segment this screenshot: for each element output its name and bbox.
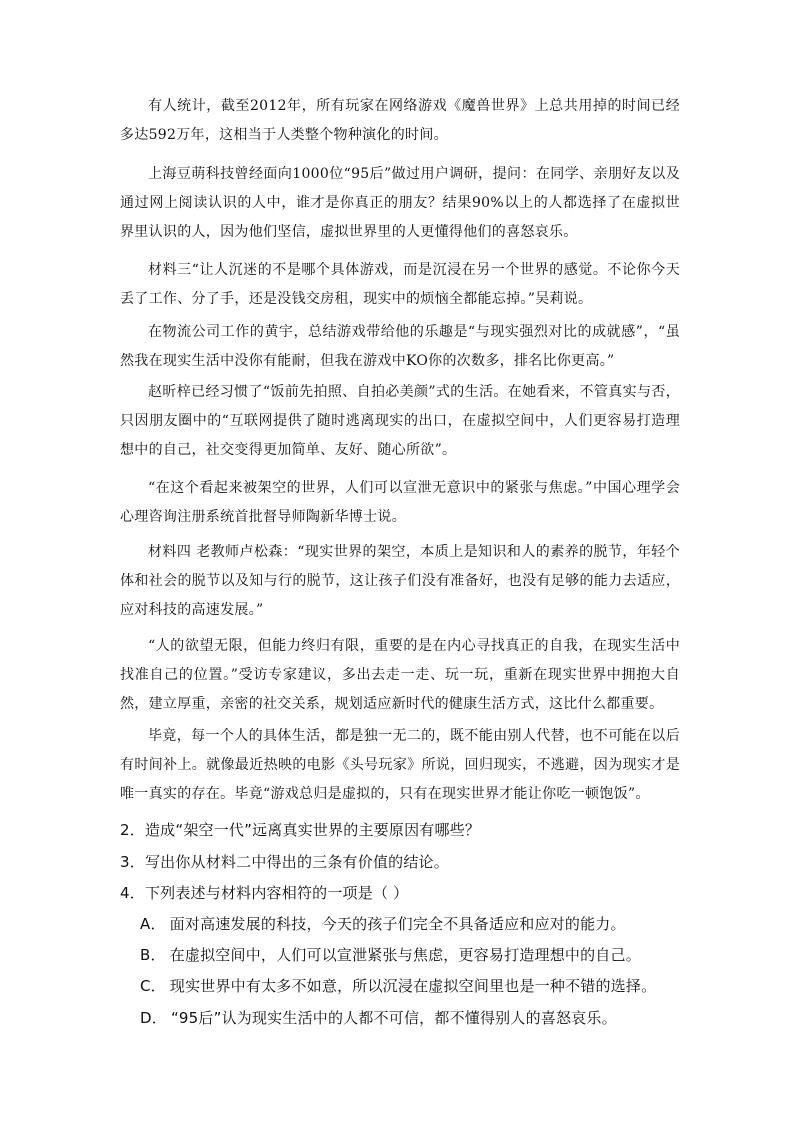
option-c[interactable] (140, 976, 680, 996)
passage-paragraph-6: “在这个看起来被架空的世界，人们可以宣泄无意识中的紧张与焦虑。”中国心理学会心理咨询注册系统首批督导师陶新华博士说。 (120, 480, 680, 525)
option-c-letter: C． (140, 977, 166, 995)
question-4: 4．下列表述与材料内容相符的一项是（ ） (120, 884, 409, 902)
question-2: 2．造成“架空一代”远离真实世界的主要原因有哪些？ (120, 821, 481, 839)
passage-paragraph-2: 上海豆萌科技曾经面向1000位“95后”做过用户调研，提问：在同学、亲朋好友以及通过网上阅读认识的人中，谁才是你真正的朋友？结果90%以上的人都选择了在虚拟世界里认识的人，因为他们坚信，虚拟世界里的人更懂得他们的喜怒哀乐。 (120, 166, 680, 240)
passage-paragraph-3: 材料三“让人沉迷的不是哪个具体游戏，而是沉浸在另一个世界的感觉。不论你今天丢了工作、分了手，还是没钱交房租，现实中的烦恼全都能忘掉。”吴莉说。 (120, 262, 680, 307)
option-d[interactable] (140, 1008, 680, 1028)
passage-paragraph-7: 材料四 老教师卢松森：“现实世界的架空，本质上是知识和人的素养的脱节，年轻个体和社会的脱节以及知与行的脱节，这让孩子们没有准备好，也没有足够的能力去适应，应对科技的高速发展。” (120, 544, 680, 618)
passage-paragraph-9: 毕竟，每一个人的具体生活，都是独一无二的，既不能由别人代替，也不可能在以后有时间补上。就像最近热映的电影《头号玩家》所说，回归现实，不逃避，因为现实才是唯一真实的存在。毕竟“游戏总归是虚拟的，只有在现实世界才能让你吃一顿饱饭”。 (120, 728, 680, 802)
option-b-letter: B． (140, 946, 166, 964)
question-3: 3．写出你从材料二中得出的三条有价值的结论。 (120, 853, 449, 871)
option-d-letter: D． (140, 1009, 167, 1027)
option-c-text: 现实世界中有太多不如意，所以沉浸在虚拟空间里也是一种不错的选择。 (169, 977, 657, 995)
option-b[interactable] (140, 945, 680, 965)
passage-paragraph-8: “人的欲望无限，但能力终归有限，重要的是在内心寻找真正的自我，在现实生活中找准自己的位置。”受访专家建议，多出去走一走、玩一玩，重新在现实世界中拥抱大自然，建立厚重，亲密的社交关系，规划适应新时代的健康生活方式，这比什么都重要。 (120, 638, 680, 712)
passage-paragraph-4: 在物流公司工作的黄宇，总结游戏带给他的乐趣是“与现实强烈对比的成就感”，“虽然我在现实生活中没你有能耐，但我在游戏中KO你的次数多，排名比你更高。” (120, 324, 680, 369)
passage-paragraph-1: 有人统计，截至2012年，所有玩家在网络游戏《魔兽世界》上总共用掉的时间已经多达592万年，这相当于人类整个物种演化的时间。 (120, 98, 680, 143)
option-d-text: “95后”认为现实生活中的人都不可信，都不懂得别人的喜怒哀乐。 (170, 1009, 617, 1027)
option-a-text: 面对高速发展的科技，今天的孩子们完全不具备适应和应对的能力。 (169, 915, 626, 933)
option-a[interactable] (140, 914, 680, 934)
passage-paragraph-5: 赵昕梓已经习惯了“饭前先拍照、自拍必美颜”式的生活。在她看来，不管真实与否，只因朋友圈中的“互联网提供了随时逃离现实的出口，在虚拟空间中，人们更容易打造理想中的自己，社交变得更加简单、友好、随心所欲”。 (120, 384, 680, 458)
option-a-letter: A． (140, 915, 166, 933)
option-b-text: 在虚拟空间中，人们可以宣泄紧张与焦虑，更容易打造理想中的自己。 (169, 946, 641, 964)
